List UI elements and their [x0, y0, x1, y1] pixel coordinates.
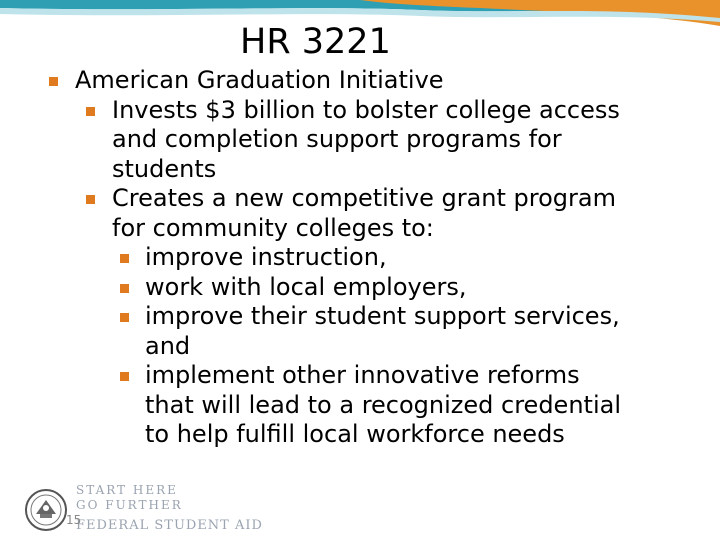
- bullet-text: improve their student support services,: [145, 302, 620, 330]
- brand-go-further: GO FURTHER: [76, 498, 183, 512]
- bullet-text: improve instruction,: [145, 243, 387, 271]
- square-bullet-icon: [86, 195, 95, 204]
- bullet-item: [0, 184, 720, 214]
- federal-student-aid-logo: [76, 481, 263, 537]
- bullet-item: [0, 243, 720, 273]
- education-department-seal-icon: [22, 488, 70, 532]
- bullet-continuation: [0, 155, 720, 185]
- square-bullet-icon: [120, 254, 129, 263]
- square-bullet-icon: [120, 372, 129, 381]
- bullet-item: [0, 66, 720, 96]
- bullet-text: that will lead to a recognized credential: [145, 390, 621, 419]
- bullet-text: Invests $3 billion to bolster college access: [112, 95, 620, 124]
- bullet-continuation: [0, 420, 720, 450]
- bullet-text: Creates a new competitive grant program: [112, 184, 616, 212]
- slide-title: HR 3221: [240, 22, 391, 62]
- bullet-continuation: [0, 125, 720, 155]
- bullet-continuation: [0, 332, 720, 362]
- bullet-item: [0, 361, 720, 391]
- bullet-continuation: [0, 214, 720, 244]
- bullet-item: [0, 273, 720, 303]
- square-bullet-icon: [49, 77, 58, 86]
- bullet-text: and: [145, 331, 191, 360]
- bullet-text: implement other innovative reforms: [145, 361, 580, 389]
- brand-start-here: START HERE: [76, 483, 178, 497]
- bullet-list: [0, 66, 720, 450]
- square-bullet-icon: [120, 284, 129, 293]
- brand-federal-student-aid: FEDERAL STUDENT AID: [76, 518, 263, 533]
- bullet-text: American Graduation Initiative: [75, 66, 444, 94]
- bullet-text: and completion support programs for: [112, 125, 562, 153]
- bullet-text: students: [112, 154, 217, 183]
- bullet-continuation: [0, 391, 720, 421]
- bullet-text: to help fulfill local workforce needs: [145, 420, 565, 448]
- bullet-text: for community colleges to:: [112, 213, 434, 242]
- bullet-item: [0, 302, 720, 332]
- bullet-text: work with local employers,: [145, 272, 467, 301]
- bullet-item: [0, 96, 720, 126]
- square-bullet-icon: [120, 313, 129, 322]
- page-number: 15: [66, 513, 82, 527]
- square-bullet-icon: [86, 107, 95, 116]
